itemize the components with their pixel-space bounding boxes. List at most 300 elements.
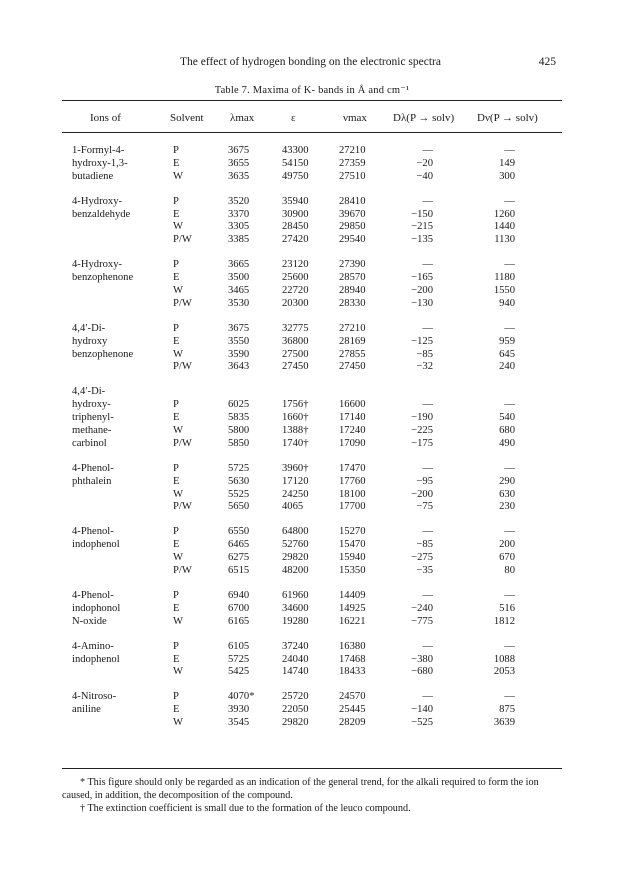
table-row [0,234,624,247]
dnu-cell: 1440 [493,221,515,233]
nu-max-cell: 16221 [339,615,366,627]
nu-max-cell: 29540 [339,234,366,246]
table-row [0,349,624,362]
dlambda-cell: −85 [416,348,433,360]
table-group [0,691,624,730]
solvent-cell: P [173,145,179,156]
table-row [0,463,624,476]
epsilon-cell: 43300 [282,145,309,156]
nu-max-cell: 27510 [339,170,366,182]
ion-name-line: carbinol [72,437,107,449]
table-row [0,171,624,184]
table-group [0,526,624,578]
nu-max-cell: 17140 [339,412,366,424]
table-row [0,259,624,272]
nu-max-cell: 28169 [339,335,366,347]
ion-name-line: butadiene [72,170,114,182]
table-top-rule [62,100,562,101]
solvent-cell: P/W [173,234,192,246]
dlambda-cell: — [422,691,433,703]
dlambda-cell: −240 [411,602,433,614]
table-row [0,603,624,616]
solvent-cell: P/W [173,565,192,577]
nu-max-cell: 17240 [339,425,366,437]
lambda-max-cell: 3465 [228,285,250,297]
page-number: 425 [538,56,556,68]
lambda-max-cell: 3545 [228,717,250,729]
dlambda-cell: — [422,259,433,271]
dlambda-cell: −200 [411,285,433,297]
lambda-max-cell: 5725 [228,462,250,474]
table-row [0,666,624,679]
lambda-max-cell: 3665 [228,259,250,271]
solvent-cell: P/W [173,361,192,373]
column-header-nu: νmax [343,112,367,124]
dnu-cell: 3639 [493,717,515,729]
epsilon-cell: 3960† [282,462,309,474]
dnu-cell: — [504,322,515,334]
dnu-cell: 645 [499,348,515,360]
dlambda-cell: −525 [411,717,433,729]
lambda-max-cell: 6940 [228,589,250,601]
lambda-max-cell: 5425 [228,666,250,678]
table-group [0,641,624,680]
dnu-cell: — [504,145,515,156]
dlambda-cell: — [422,640,433,652]
nu-max-cell: 24570 [339,691,366,703]
nu-max-cell: 17470 [339,462,366,474]
solvent-cell: E [173,208,180,220]
lambda-max-cell: 3930 [228,704,250,716]
nu-max-cell: 25445 [339,704,366,716]
dlambda-cell: — [422,195,433,207]
lambda-max-cell: 3520 [228,195,250,207]
solvent-cell: E [173,157,180,169]
table-row [0,323,624,336]
ion-name-line: 4-Hydroxy- [72,195,123,207]
table-group [0,386,624,450]
epsilon-cell: 1740† [282,437,309,449]
epsilon-cell: 17120 [282,475,309,487]
nu-max-cell: 39670 [339,208,366,220]
table-row [0,654,624,667]
dnu-cell: 1260 [493,208,515,220]
solvent-cell: E [173,272,180,284]
table-row [0,641,624,654]
epsilon-cell: 1388† [282,425,309,437]
dnu-cell: — [504,462,515,474]
nu-max-cell: 27210 [339,145,366,156]
table-group [0,259,624,311]
dlambda-cell: −135 [411,234,433,246]
solvent-cell: P [173,691,179,703]
solvent-cell: P [173,195,179,207]
epsilon-cell: 54150 [282,157,309,169]
lambda-max-cell: 4070* [228,691,255,703]
dnu-cell: 230 [499,501,515,513]
ion-name-line: benzophenone [72,348,134,360]
ion-name-line: benzaldehyde [72,208,131,220]
nu-max-cell: 16600 [339,399,366,411]
epsilon-cell: 52760 [282,539,309,551]
solvent-cell: E [173,475,180,487]
epsilon-cell: 22720 [282,285,309,297]
table-row [0,285,624,298]
column-header-lambda: λmax [230,112,255,124]
epsilon-cell: 32775 [282,322,309,334]
dnu-cell: 300 [499,170,515,182]
ion-name-line: 4-Hydroxy- [72,259,123,271]
dlambda-cell: −215 [411,221,433,233]
footnotes [62,776,562,815]
ion-name-line: N-oxide [72,615,107,627]
lambda-max-cell: 3385 [228,234,250,246]
dnu-cell: 959 [499,335,515,347]
ion-name-line: 4-Phenol- [72,589,114,601]
dlambda-cell: −32 [416,361,433,373]
table-group [0,145,624,184]
dlambda-cell: −380 [411,653,433,665]
solvent-cell: E [173,653,180,665]
epsilon-cell: 20300 [282,297,309,309]
ion-name-line: indophenol [72,539,120,551]
dnu-cell: 630 [499,488,515,500]
table-header-rule [62,132,562,133]
nu-max-cell: 18100 [339,488,366,500]
ion-name-line: aniline [72,704,101,716]
nu-max-cell: 14409 [339,589,366,601]
dnu-cell: — [504,259,515,271]
ion-name-line: hydroxy-1,3- [72,157,128,169]
nu-max-cell: 29850 [339,221,366,233]
column-header-solvent: Solvent [170,112,204,124]
epsilon-cell: 29820 [282,552,309,564]
dlambda-cell: −190 [411,412,433,424]
lambda-max-cell: 5800 [228,425,250,437]
table-row [0,221,624,234]
table-group [0,323,624,375]
lambda-max-cell: 3655 [228,157,250,169]
dnu-cell: — [504,589,515,601]
table-row [0,209,624,222]
running-head-title: The effect of hydrogen bonding on the electronic spectra [180,56,441,68]
nu-max-cell: 15350 [339,565,366,577]
ion-name-line: 4-Amino- [72,640,114,652]
epsilon-cell: 24250 [282,488,309,500]
table-bottom-rule [62,768,562,769]
dnu-cell: 290 [499,475,515,487]
dnu-cell: 875 [499,704,515,716]
epsilon-cell: 24040 [282,653,309,665]
dnu-cell: 1130 [494,234,515,246]
table-row [0,539,624,552]
ion-name-line: methane- [72,425,112,437]
lambda-max-cell: 3675 [228,322,250,334]
dnu-cell: — [504,691,515,703]
dlambda-cell: −140 [411,704,433,716]
epsilon-cell: 25600 [282,272,309,284]
lambda-max-cell: 6700 [228,602,250,614]
lambda-max-cell: 3370 [228,208,250,220]
epsilon-cell: 61960 [282,589,309,601]
lambda-max-cell: 6465 [228,539,250,551]
lambda-max-cell: 3675 [228,145,250,156]
solvent-cell: P [173,640,179,652]
lambda-max-cell: 3305 [228,221,250,233]
epsilon-cell: 25720 [282,691,309,703]
dnu-cell: — [504,399,515,411]
table-row [0,425,624,438]
dnu-cell: 540 [499,412,515,424]
lambda-max-cell: 3530 [228,297,250,309]
dnu-cell: — [504,195,515,207]
epsilon-cell: 29820 [282,717,309,729]
nu-max-cell: 15270 [339,526,366,538]
nu-max-cell: 17090 [339,437,366,449]
nu-max-cell: 17468 [339,653,366,665]
epsilon-cell: 14740 [282,666,309,678]
dlambda-cell: −85 [416,539,433,551]
dnu-cell: 80 [504,565,515,577]
table-row [0,565,624,578]
solvent-cell: E [173,704,180,716]
ion-name-line: indophenol [72,653,120,665]
dlambda-cell: — [422,589,433,601]
solvent-cell: W [173,425,183,437]
nu-max-cell: 16380 [339,640,366,652]
table-row [0,145,624,158]
ion-name-line: hydroxy [72,335,108,347]
nu-max-cell: 28410 [339,195,366,207]
epsilon-cell: 48200 [282,565,309,577]
table-row [0,552,624,565]
dnu-cell: 940 [499,297,515,309]
lambda-max-cell: 5725 [228,653,250,665]
nu-max-cell: 15940 [339,552,366,564]
solvent-cell: E [173,602,180,614]
nu-max-cell: 28940 [339,285,366,297]
ion-name-line: hydroxy- [72,399,111,411]
solvent-cell: P [173,399,179,411]
lambda-max-cell: 5650 [228,501,250,513]
nu-max-cell: 28209 [339,717,366,729]
ion-name-line: 4-Phenol- [72,462,114,474]
dlambda-cell: −125 [411,335,433,347]
lambda-max-cell: 6105 [228,640,250,652]
dnu-cell: — [504,526,515,538]
solvent-cell: E [173,412,180,424]
table-row [0,717,624,730]
nu-max-cell: 27450 [339,361,366,373]
dnu-cell: 1180 [494,272,515,284]
dlambda-cell: −200 [411,488,433,500]
running-head [0,56,624,72]
dnu-cell: 1550 [493,285,515,297]
dnu-cell: 200 [499,539,515,551]
table-row [0,298,624,311]
solvent-cell: P/W [173,501,192,513]
nu-max-cell: 28330 [339,297,366,309]
table-row [0,272,624,285]
nu-max-cell: 28570 [339,272,366,284]
solvent-cell: P [173,259,179,271]
table-body [0,145,624,742]
dlambda-cell: −75 [416,501,433,513]
solvent-cell: W [173,170,183,182]
solvent-cell: W [173,717,183,729]
dlambda-cell: −35 [416,565,433,577]
solvent-cell: W [173,285,183,297]
table-row [0,336,624,349]
table-row [0,616,624,629]
dlambda-cell: — [422,399,433,411]
dlambda-cell: — [422,145,433,156]
lambda-max-cell: 3550 [228,335,250,347]
dnu-cell: 670 [499,552,515,564]
table-row [0,590,624,603]
table-row [0,691,624,704]
table-row [0,158,624,171]
lambda-max-cell: 6025 [228,399,250,411]
nu-max-cell: 27855 [339,348,366,360]
table-row [0,501,624,514]
ion-name-line: indophonol [72,602,121,614]
epsilon-cell: 49750 [282,170,309,182]
ion-name-line: 4-Nitroso- [72,691,117,703]
dlambda-cell: −95 [416,475,433,487]
table-header [0,112,624,128]
epsilon-cell: 23120 [282,259,309,271]
epsilon-cell: 64800 [282,526,309,538]
ion-name-line: 4-Phenol- [72,526,114,538]
column-header-dnu: Dν(P → solv) [477,112,538,124]
lambda-max-cell: 3590 [228,348,250,360]
table-row [0,489,624,502]
table-group [0,463,624,515]
lambda-max-cell: 3643 [228,361,250,373]
column-header-dlambda: Dλ(P → solv) [393,112,455,124]
dlambda-cell: −680 [411,666,433,678]
ion-name-line: triphenyl- [72,412,114,424]
table-row [0,438,624,451]
solvent-cell: P [173,322,179,334]
dnu-cell: 1812 [493,615,515,627]
table-group [0,196,624,248]
dnu-cell: 149 [499,157,515,169]
nu-max-cell: 15470 [339,539,366,551]
dlambda-cell: −40 [416,170,433,182]
table-row [0,476,624,489]
lambda-max-cell: 6165 [228,615,250,627]
solvent-cell: P [173,526,179,538]
epsilon-cell: 28450 [282,221,309,233]
epsilon-cell: 34600 [282,602,309,614]
lambda-max-cell: 5835 [228,412,250,424]
solvent-cell: P [173,462,179,474]
nu-max-cell: 27390 [339,259,366,271]
epsilon-cell: 36800 [282,335,309,347]
epsilon-cell: 37240 [282,640,309,652]
lambda-max-cell: 3635 [228,170,250,182]
lambda-max-cell: 6515 [228,565,250,577]
dlambda-cell: −165 [411,272,433,284]
solvent-cell: W [173,666,183,678]
dnu-cell: 516 [499,602,515,614]
dnu-cell: 1088 [493,653,515,665]
ion-name-line: phthalein [72,475,112,487]
table-group [0,590,624,629]
ion-name-line: 4,4′-Di- [72,322,106,334]
ion-name-line: benzophenone [72,272,134,284]
nu-max-cell: 27210 [339,322,366,334]
dlambda-cell: −275 [411,552,433,564]
epsilon-cell: 27450 [282,361,309,373]
nu-max-cell: 17760 [339,475,366,487]
dlambda-cell: — [422,322,433,334]
lambda-max-cell: 5525 [228,488,250,500]
dnu-cell: 680 [499,425,515,437]
dnu-cell: 2053 [493,666,515,678]
solvent-cell: W [173,348,183,360]
dlambda-cell: −775 [411,615,433,627]
epsilon-cell: 27420 [282,234,309,246]
footnote-asterisk: * This figure should only be regarded as an indication of the general trend, for the alkali required to form the ion caused, in addition, the decomposition of the compound. [62,777,539,801]
table-row [0,704,624,717]
nu-max-cell: 14925 [339,602,366,614]
epsilon-cell: 22050 [282,704,309,716]
table-row [0,361,624,374]
dlambda-cell: −175 [411,437,433,449]
epsilon-cell: 35940 [282,195,309,207]
table-caption: Table 7. Maxima of K- bands in Å and cm⁻¹ [214,85,410,96]
lambda-max-cell: 3500 [228,272,250,284]
epsilon-cell: 1756† [282,399,309,411]
solvent-cell: W [173,488,183,500]
solvent-cell: W [173,221,183,233]
dlambda-cell: — [422,462,433,474]
nu-max-cell: 18433 [339,666,366,678]
solvent-cell: P/W [173,437,192,449]
solvent-cell: P/W [173,297,192,309]
dlambda-cell: −20 [416,157,433,169]
column-header-epsilon: ε [291,112,296,124]
table-row [0,412,624,425]
epsilon-cell: 1660† [282,412,309,424]
epsilon-cell: 4065 [282,501,304,513]
dnu-cell: 490 [499,437,515,449]
column-header-ions: Ions of [90,112,121,124]
solvent-cell: E [173,539,180,551]
lambda-max-cell: 6550 [228,526,250,538]
solvent-cell: E [173,335,180,347]
table-row [0,399,624,412]
epsilon-cell: 19280 [282,615,309,627]
dlambda-cell: −130 [411,297,433,309]
ion-name-line: 4,4′-Di- [72,386,106,398]
epsilon-cell: 27500 [282,348,309,360]
solvent-cell: W [173,552,183,564]
dlambda-cell: −150 [411,208,433,220]
lambda-max-cell: 5630 [228,475,250,487]
table-row [0,526,624,539]
nu-max-cell: 27359 [339,157,366,169]
dnu-cell: 240 [499,361,515,373]
lambda-max-cell: 5850 [228,437,250,449]
ion-name-line: 1-Formyl-4- [72,145,125,156]
solvent-cell: W [173,615,183,627]
dlambda-cell: — [422,526,433,538]
footnote-dagger: † The extinction coefficient is small due to the formation of the leuco compound. [80,803,411,814]
